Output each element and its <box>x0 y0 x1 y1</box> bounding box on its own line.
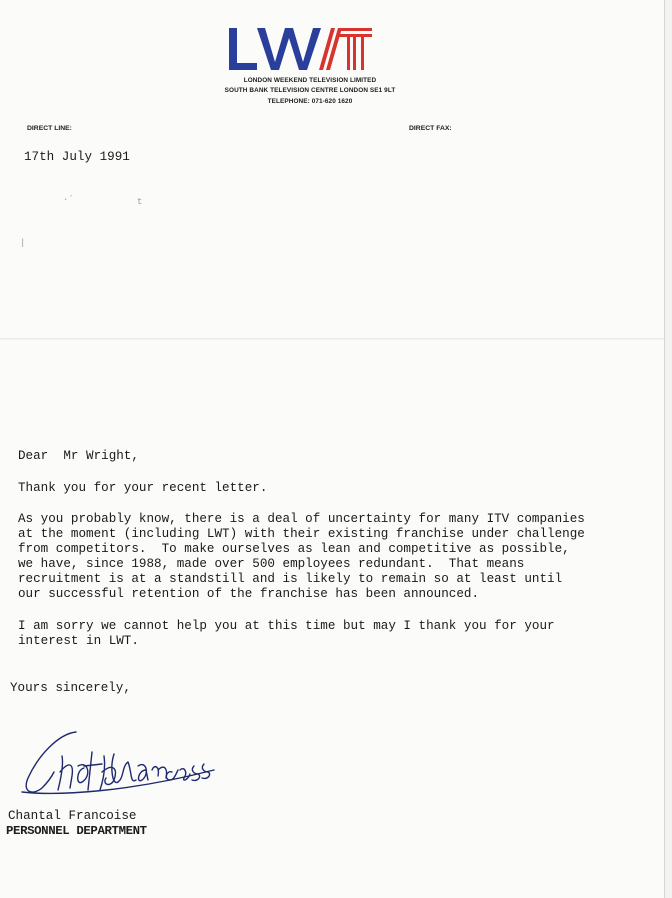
lwt-logo <box>227 26 373 72</box>
letter-date: 17th July 1991 <box>24 150 130 164</box>
handwritten-signature <box>18 726 228 802</box>
paragraph-line: As you probably know, there is a deal of uncertainty for many ITV companies <box>18 512 585 526</box>
scan-mark: t <box>137 197 143 207</box>
direct-line-label: DIRECT LINE: <box>27 125 72 132</box>
salutation: Dear Mr Wright, <box>18 449 139 463</box>
closing: Yours sincerely, <box>10 681 131 695</box>
paper-fold-line <box>0 338 664 340</box>
company-name: LONDON WEEKEND TELEVISION LIMITED <box>243 77 377 84</box>
direct-fax-label: DIRECT FAX: <box>409 125 452 132</box>
signatory-name: Chantal Francoise <box>8 809 137 823</box>
company-address: SOUTH BANK TELEVISION CENTRE LONDON SE1 9LT <box>224 87 396 94</box>
paragraph-line: at the moment (including LWT) with their existing franchise under challenge <box>18 527 585 541</box>
paragraph-line: from competitors. To make ourselves as lean and competitive as possible, <box>18 542 570 556</box>
scan-mark: ·´ <box>63 195 74 205</box>
paragraph-line: our successful retention of the franchise has been announced. <box>18 587 480 601</box>
company-telephone: TELEPHONE: 071-620 1620 <box>267 98 353 105</box>
paragraph-line: recruitment is at a standstill and is likely to remain so at least until <box>18 572 563 586</box>
department: PERSONNEL DEPARTMENT <box>6 824 147 838</box>
paragraph-line: I am sorry we cannot help you at this time but may I thank you for your <box>18 619 555 633</box>
paragraph-thanks: Thank you for your recent letter. <box>18 481 268 495</box>
paragraph-line: we have, since 1988, made over 500 employees redundant. That means <box>18 557 525 571</box>
scan-mark: | <box>20 238 26 248</box>
paragraph-line: interest in LWT. <box>18 634 139 648</box>
